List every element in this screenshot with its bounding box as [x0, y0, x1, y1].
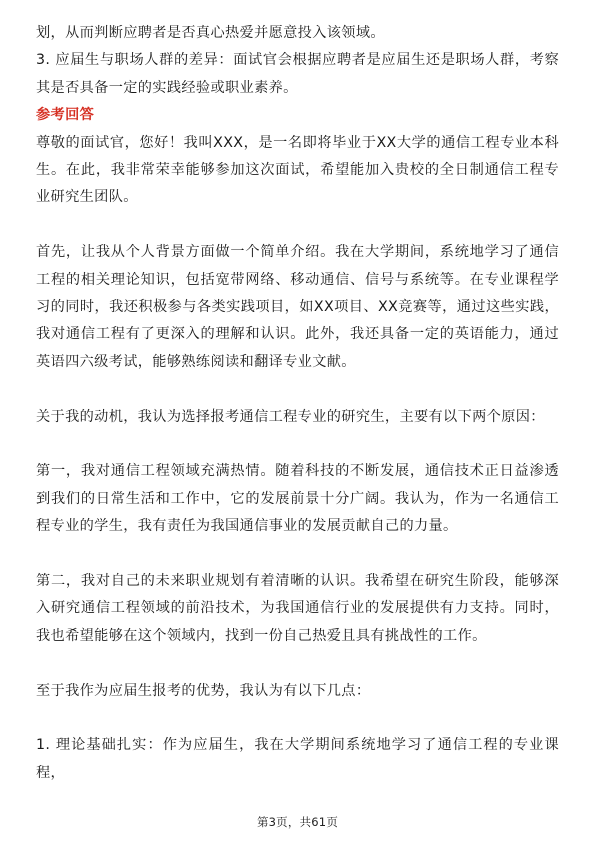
paragraph-greeting: 尊敬的面试官，您好！我叫XXX，是一名即将毕业于XX大学的通信工程专业本科生。在此，我非常荣幸能够参加这次面试，希望能加入贵校的全日制通信工程专业研究生团队。	[36, 134, 559, 206]
spacer	[36, 376, 559, 403]
spacer	[36, 650, 559, 677]
heading-reference-answer: 参考回答	[36, 107, 95, 124]
paragraph-point-1: 1. 理论基础扎实：作为应届生，我在大学期间系统地学习了通信工程的专业课程，	[36, 737, 559, 781]
document-page	[36, 20, 559, 787]
spacer	[36, 431, 559, 458]
paragraph-second-reason: 第二，我对自己的未来职业规划有着清晰的认识。我希望在研究生阶段，能够深入研究通信工程领域的前沿技术，为我国通信行业的发展提供有力支持。同时，我也希望能够在这个领域内，找到一份自己热爱且具有挑战性的工作。	[36, 573, 559, 644]
paragraph-background: 首先，让我从个人背景方面做一个简单介绍。我在大学期间，系统地学习了通信工程的相关理论知识，包括宽带网络、移动通信、信号与系统等。在专业课程学习的同时，我还积极参与各类实践项目，如XX项目、XX竞赛等，通过这些实践，我对通信工程有了更深入的理解和认识。此外，我还具备一定的英语能力，通过英语四六级考试，能够熟练阅读和翻译专业文献。	[36, 244, 559, 370]
paragraph-item-3: 3. 应届生与职场人群的差异：面试官会根据应聘者是应届生还是职场人群，考察其是否具备一定的实践经验或职业素养。	[36, 52, 559, 96]
spacer	[36, 212, 559, 239]
page-number-footer: 第3页，共61页	[256, 815, 339, 829]
paragraph-advantages: 至于我作为应届生报考的优势，我认为有以下几点：	[36, 682, 371, 699]
paragraph-intro-continued: 划，从而判断应聘者是否真心热爱并愿意投入该领域。	[36, 25, 385, 41]
paragraph-motivation: 关于我的动机，我认为选择报考通信工程专业的研究生，主要有以下两个原因：	[36, 408, 545, 425]
spacer	[36, 541, 559, 568]
paragraph-first-reason: 第一，我对通信工程领域充满热情。随着科技的不断发展，通信技术正日益渗透到我们的日常生活和工作中，它的发展前景十分广阔。我认为，作为一名通信工程专业的学生，我有责任为我国通信事业的发展贡献自己的力量。	[36, 463, 559, 535]
spacer	[36, 705, 559, 732]
